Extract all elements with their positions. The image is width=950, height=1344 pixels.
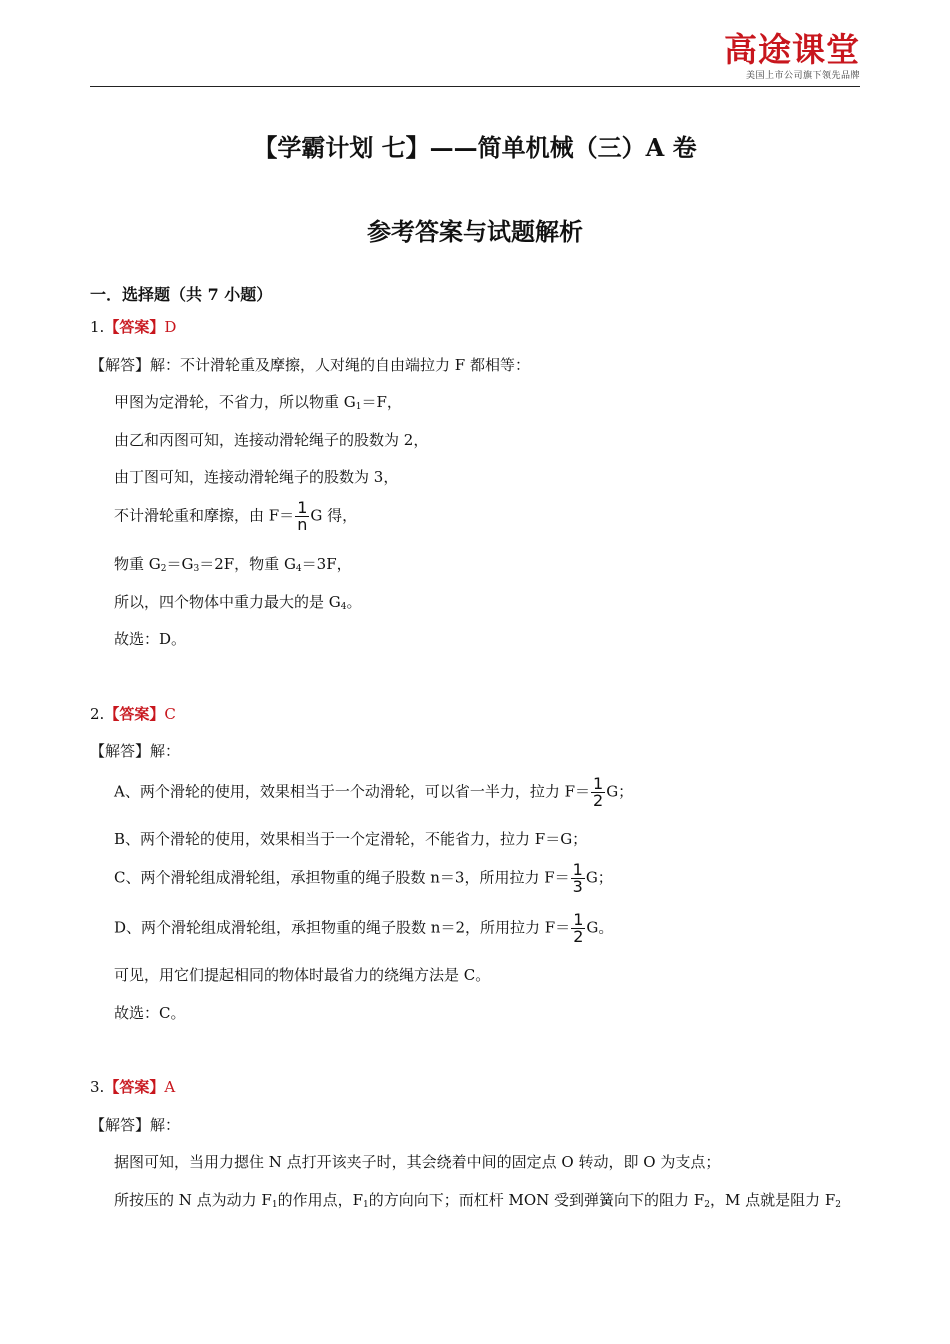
- section-heading: 一．选择题（共 7 小题）: [90, 285, 273, 304]
- q3-step-2: 所按压的 N 点为动力 $F_1$的作用点，$F_1$的方向向下；而杠杆 MON 受到弹簧向下的阻力 $F_2$，M 点就是阻力 $F_2$: [114, 1191, 842, 1210]
- q1-step-5: 物重 $G_2=G_3=2F$，物重 $G_4=3F$，: [114, 555, 352, 574]
- q2-answer-tag: 【答案】: [104, 705, 165, 723]
- q3-step-1: 据图可知，当用力摁住 N 点打开该夹子时，其会绕着中间的固定点 O 转动，即 O 为支点；: [114, 1153, 721, 1171]
- q1-step-3: 由丁图可知，连接动滑轮绳子的股数为 3，: [114, 468, 399, 486]
- q1-step-4: 不计滑轮重和摩擦，由 F＝ $\frac{1}{n}$ G 得，: [114, 498, 358, 534]
- q2-option-d: D、两个滑轮组成滑轮组，承担物重的绳子股数 n＝2，所用拉力 F＝ $\frac{1}{2}$ G。: [114, 910, 614, 946]
- q3-solution-tag: 【解答】: [90, 1116, 151, 1134]
- q2-solution-text: 解：: [150, 742, 181, 760]
- q1-step-6: 所以，四个物体中重力最大的是 $G_4$。: [114, 593, 362, 612]
- q1-answer-value: D: [164, 318, 177, 336]
- q2-option-c: C、两个滑轮组成滑轮组，承担物重的绳子股数 n＝3，所用拉力 F＝ $\frac{1}{3}$ G；: [114, 860, 613, 896]
- fraction-1-over-3: $\frac{1}{3}$: [572, 860, 583, 896]
- q1-step-2: 由乙和丙图可知，连接动滑轮绳子的股数为 2，: [114, 431, 429, 449]
- q2-answer-line: [90, 703, 176, 725]
- q1-number: 1.: [90, 318, 105, 336]
- q2-conclusion: 可见，用它们提起相同的物体时最省力的绕绳方法是 C。: [114, 966, 491, 984]
- brand-logo: [700, 30, 860, 82]
- q2-option-b: B、两个滑轮的使用，效果相当于一个定滑轮，不能省力，拉力 F＝G；: [114, 830, 588, 848]
- q2-solution-tag: 【解答】: [90, 742, 151, 760]
- q1-answer-tag: 【答案】: [104, 318, 165, 336]
- fraction-1-over-2: $\frac{1}{2}$: [573, 910, 584, 946]
- logo-subtitle: 美国上市公司旗下领先品牌: [745, 71, 860, 81]
- fraction-1-over-2: $\frac{1}{2}$: [593, 774, 604, 810]
- q3-number: 3.: [90, 1078, 105, 1096]
- page-title: 【学霸计划 七】——简单机械（三）A 卷: [253, 133, 697, 162]
- q3-answer-tag: 【答案】: [104, 1078, 165, 1096]
- q1-solution-text: 解：不计滑轮重及摩擦，人对绳的自由端拉力 F 都相等：: [150, 356, 530, 374]
- q3-solution-text: 解：: [150, 1116, 181, 1134]
- header-rule: [90, 86, 860, 87]
- q3-solution-line: [90, 1114, 180, 1136]
- q1-step-1: 甲图为定滑轮，不省力，所以物重 $G_1=F$，: [114, 393, 402, 412]
- q2-number: 2.: [90, 705, 105, 723]
- q3-answer-line: [90, 1076, 175, 1098]
- page-subtitle: 参考答案与试题解析: [367, 217, 583, 246]
- q1-solution-line: [90, 354, 530, 376]
- q2-option-a: A、两个滑轮的使用，效果相当于一个动滑轮，可以省一半力，拉力 F＝ $\frac{1}{2}$ G；: [114, 774, 634, 810]
- logo-text: 高途课堂: [724, 30, 860, 69]
- q2-answer-value: C: [164, 705, 176, 723]
- q1-answer-line: [90, 316, 176, 338]
- q1-selection: 故选：D。: [114, 630, 187, 648]
- q2-selection: 故选：C。: [114, 1004, 186, 1022]
- q1-solution-tag: 【解答】: [90, 356, 151, 374]
- fraction-1-over-n: $\frac{1}{n}$: [297, 498, 308, 534]
- q2-solution-line: [90, 740, 180, 762]
- q3-answer-value: A: [164, 1078, 176, 1096]
